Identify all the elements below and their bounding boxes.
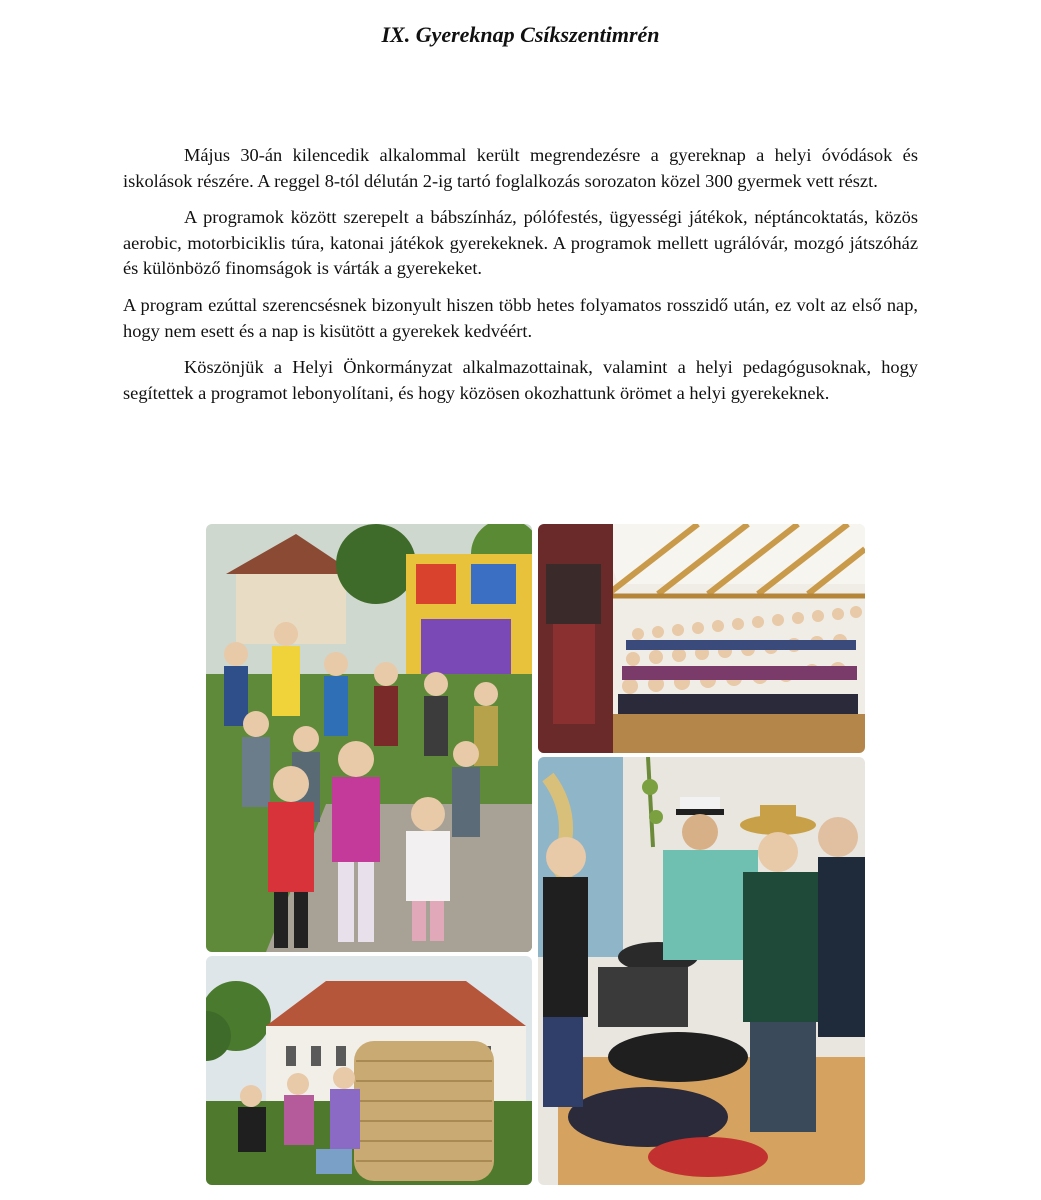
photo-manor-hay-bale [206,956,532,1185]
document-title: IX. Gyereknap Csíkszentimrén [381,22,660,47]
photo-children-costumes [538,757,865,1185]
article-body [123,143,918,417]
photo-children-bouncy-castle [206,524,532,952]
photo-children-in-hall [538,524,865,753]
paragraph-4: Köszönjük a Helyi Önkormányzat alkalmazottainak, valamint a helyi pedagógusoknak, hogy segítettek a programot lebonyolítani, és hogy közösen okozhattunk örömet a helyi gyerekeknek. [123,357,918,403]
paragraph-2: A programok között szerepelt a bábszínház, pólófestés, ügyességi játékok, néptáncoktatás, közös aerobic, motorbiciklis túra, katonai játékok gyerekeknek. A programok mellett ugrálóvár, mozgó játszóház és különböző finomságok is várták a gyerekeket. [123,207,918,279]
paragraph-3: A program ezúttal szerencsésnek bizonyult hiszen több hetes folyamatos rosszidő után, ez volt az első nap, hogy nem esett és a nap is kisütött a gyerekek kedvéért. [123,294,918,341]
paragraph-1: Május 30-án kilencedik alkalommal került megrendezésre a gyereknap a helyi óvódások és iskolások részére. A reggel 8-tól délután 2-ig tartó foglalkozás sorozaton közel 300 gyermek vett részt. [123,145,918,191]
